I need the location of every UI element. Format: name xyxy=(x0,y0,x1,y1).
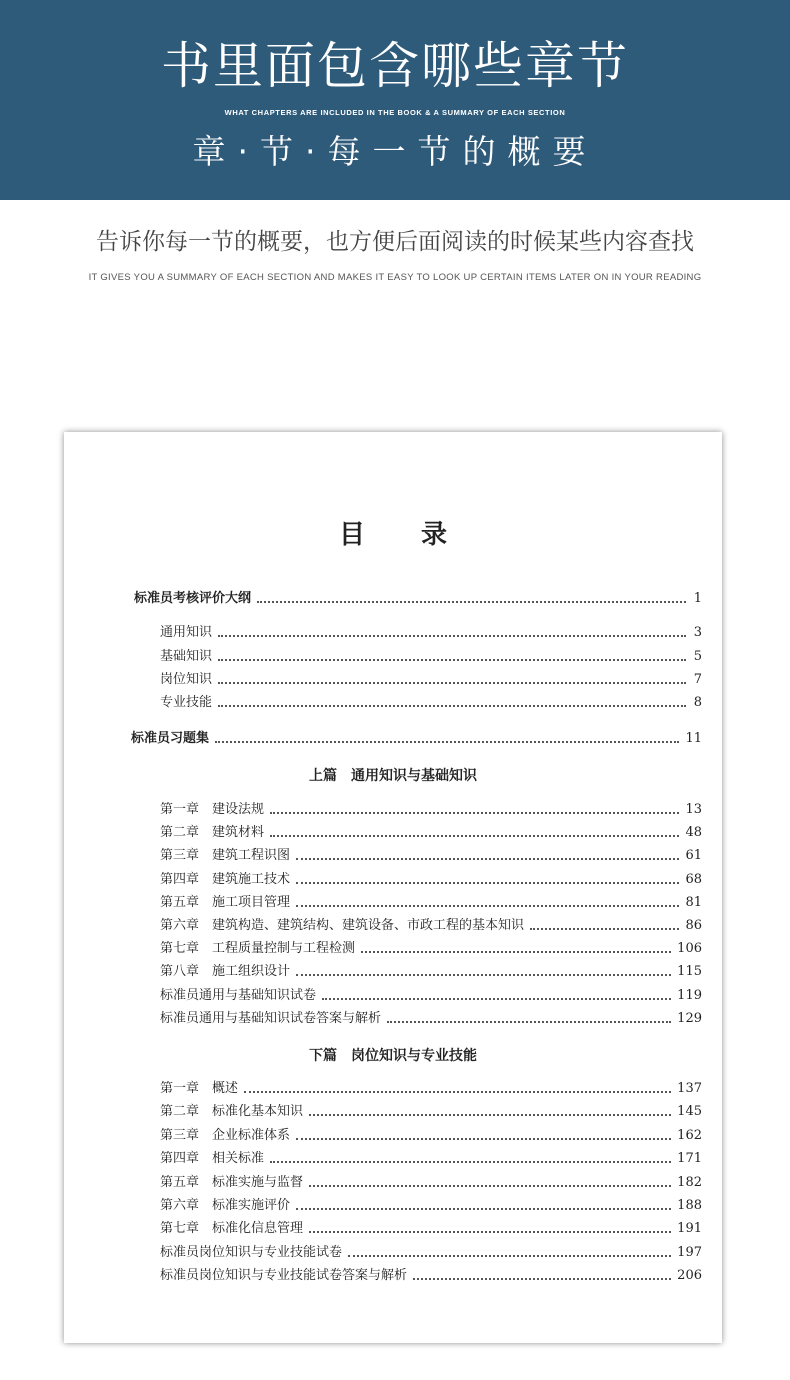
toc-entry-page: 191 xyxy=(677,1221,702,1237)
toc-entry-label: 第七章 工程质量控制与工程检测 xyxy=(160,941,356,957)
toc-entry-page: 188 xyxy=(677,1198,702,1213)
dot-leader xyxy=(270,835,679,837)
dot-leader xyxy=(309,1231,671,1233)
banner-english: WHAT CHAPTERS ARE INCLUDED IN THE BOOK & A SUMMARY OF EACH SECTION xyxy=(224,108,566,117)
dot-leader xyxy=(296,1138,671,1140)
toc-entry xyxy=(160,892,702,912)
toc-entry-page: 129 xyxy=(677,1010,702,1026)
toc-entry-label: 第三章 建筑工程识图 xyxy=(160,848,291,864)
dot-leader xyxy=(270,1161,671,1163)
toc-entry xyxy=(131,728,702,748)
toc-page xyxy=(64,432,722,1343)
dot-leader xyxy=(218,659,686,661)
toc-entry xyxy=(160,1265,702,1285)
dot-leader xyxy=(361,951,671,953)
toc-entry-page: 1 xyxy=(693,591,702,606)
toc-entry xyxy=(160,622,702,642)
toc-entry-label: 专业技能 xyxy=(160,695,213,710)
toc-entry-label: 第六章 标准实施评价 xyxy=(160,1198,291,1213)
toc-entry-label: 通用知识 xyxy=(160,625,213,640)
dot-leader xyxy=(322,998,671,1000)
toc-entry-page: 48 xyxy=(685,825,702,841)
dot-leader xyxy=(387,1021,671,1023)
dot-leader xyxy=(296,882,679,884)
toc-entry-label: 标准员岗位知识与专业技能试卷答案与解析 xyxy=(160,1268,408,1284)
toc-entry-label: 标准员通用与基础知识试卷答案与解析 xyxy=(160,1010,382,1026)
dot-leader xyxy=(270,812,679,814)
toc-entry-label: 标准员习题集 xyxy=(131,731,210,746)
dot-leader xyxy=(348,1255,671,1257)
dot-leader xyxy=(257,601,686,603)
toc-entry-page: 206 xyxy=(677,1268,702,1284)
toc-entry-label: 第二章 标准化基本知识 xyxy=(160,1104,304,1120)
toc-entry xyxy=(134,588,702,608)
dot-leader xyxy=(296,905,679,907)
dot-leader xyxy=(215,741,679,743)
toc-entry xyxy=(160,1195,702,1215)
toc-entry-page: 145 xyxy=(677,1104,702,1120)
toc-entry-label: 标准员通用与基础知识试卷 xyxy=(160,987,317,1003)
toc-entry xyxy=(160,1078,702,1098)
toc-entry-label: 第四章 建筑施工技术 xyxy=(160,871,291,887)
toc-entry-page: 119 xyxy=(677,987,702,1003)
toc-entry xyxy=(160,692,702,712)
toc-entry-label: 基础知识 xyxy=(160,649,213,664)
toc-title-b: 录 xyxy=(421,520,448,550)
toc-entry-label: 第一章 概述 xyxy=(160,1081,239,1096)
toc-entry-label: 第五章 施工项目管理 xyxy=(160,894,291,910)
toc-entry-page: 61 xyxy=(685,848,702,864)
header-banner xyxy=(0,0,790,200)
banner-title: 书里面包含哪些章节 xyxy=(161,37,629,95)
toc-entry xyxy=(160,1125,702,1145)
toc-entry xyxy=(160,646,702,666)
toc-entry-label: 第三章 企业标准体系 xyxy=(160,1127,291,1143)
toc-entry xyxy=(160,985,702,1005)
dot-leader xyxy=(413,1278,671,1280)
toc-entry-label: 标准员考核评价大纲 xyxy=(134,591,252,606)
toc-entry-label: 第七章 标准化信息管理 xyxy=(160,1221,304,1237)
toc-entry-page: 162 xyxy=(677,1127,702,1143)
toc-entry-page: 182 xyxy=(677,1174,702,1190)
toc-title-a: 目 xyxy=(338,520,365,550)
dot-leader xyxy=(309,1114,671,1116)
toc-entry-page: 86 xyxy=(685,918,702,933)
toc-entry xyxy=(160,845,702,865)
toc-entry-label: 第八章 施工组织设计 xyxy=(160,964,291,980)
dot-leader xyxy=(530,928,679,930)
toc-entry-page: 8 xyxy=(693,695,702,710)
dot-leader xyxy=(218,682,686,684)
dot-leader xyxy=(296,974,671,976)
toc-entry xyxy=(160,1148,702,1168)
toc-entry xyxy=(160,1242,702,1262)
toc-entry-page: 106 xyxy=(677,941,702,957)
dot-leader xyxy=(296,858,679,860)
toc-entry-label: 第一章 建设法规 xyxy=(160,802,265,817)
toc-entry xyxy=(160,799,702,819)
toc-entry-label: 第四章 相关标准 xyxy=(160,1151,265,1167)
toc-entry-page: 3 xyxy=(693,625,702,640)
toc-entry-page: 115 xyxy=(677,964,702,980)
toc-title xyxy=(64,514,722,551)
toc-entry xyxy=(160,822,702,842)
toc-entry-page: 11 xyxy=(685,731,702,746)
toc-entry-page: 7 xyxy=(693,672,702,687)
toc-entry xyxy=(160,1101,702,1121)
toc-entry-page: 81 xyxy=(685,894,702,910)
intro-english: IT GIVES YOU A SUMMARY OF EACH SECTION AND MAKES IT EASY TO LOOK UP CERTAIN ITEMS LATER ON IN YOUR READING xyxy=(88,272,702,283)
toc-entry xyxy=(160,869,702,889)
toc-entry-label: 第六章 建筑构造、建筑结构、建筑设备、市政工程的基本知识 xyxy=(160,918,525,933)
dot-leader xyxy=(296,1208,671,1210)
dot-leader xyxy=(218,705,686,707)
toc-entry xyxy=(160,938,702,958)
toc-entry-page: 171 xyxy=(677,1151,702,1167)
toc-entry xyxy=(160,1008,702,1028)
dot-leader xyxy=(309,1185,671,1187)
toc-entry-label: 第二章 建筑材料 xyxy=(160,825,265,841)
toc-entry-label: 第五章 标准实施与监督 xyxy=(160,1174,304,1190)
toc-entry xyxy=(160,1172,702,1192)
toc-entry xyxy=(160,669,702,689)
toc-entry-page: 68 xyxy=(685,871,702,887)
banner-subtitle: 章·节·每一节的概要 xyxy=(192,132,598,171)
toc-entry-page: 13 xyxy=(685,802,702,817)
toc-entry-page: 197 xyxy=(677,1244,702,1260)
toc-entry xyxy=(160,1218,702,1238)
toc-entry-page: 5 xyxy=(693,649,702,664)
toc-entry xyxy=(160,915,702,935)
toc-entry-page: 137 xyxy=(677,1081,702,1096)
part-heading: 上篇 通用知识与基础知识 xyxy=(309,768,477,784)
toc-entry xyxy=(160,961,702,981)
toc-entry-label: 岗位知识 xyxy=(160,672,213,687)
dot-leader xyxy=(244,1091,671,1093)
toc-entry-label: 标准员岗位知识与专业技能试卷 xyxy=(160,1244,343,1260)
part-heading: 下篇 岗位知识与专业技能 xyxy=(309,1048,477,1064)
dot-leader xyxy=(218,635,686,637)
intro-text: 告诉你每一节的概要，也方便后面阅读的时候某些内容查找 xyxy=(96,229,694,255)
